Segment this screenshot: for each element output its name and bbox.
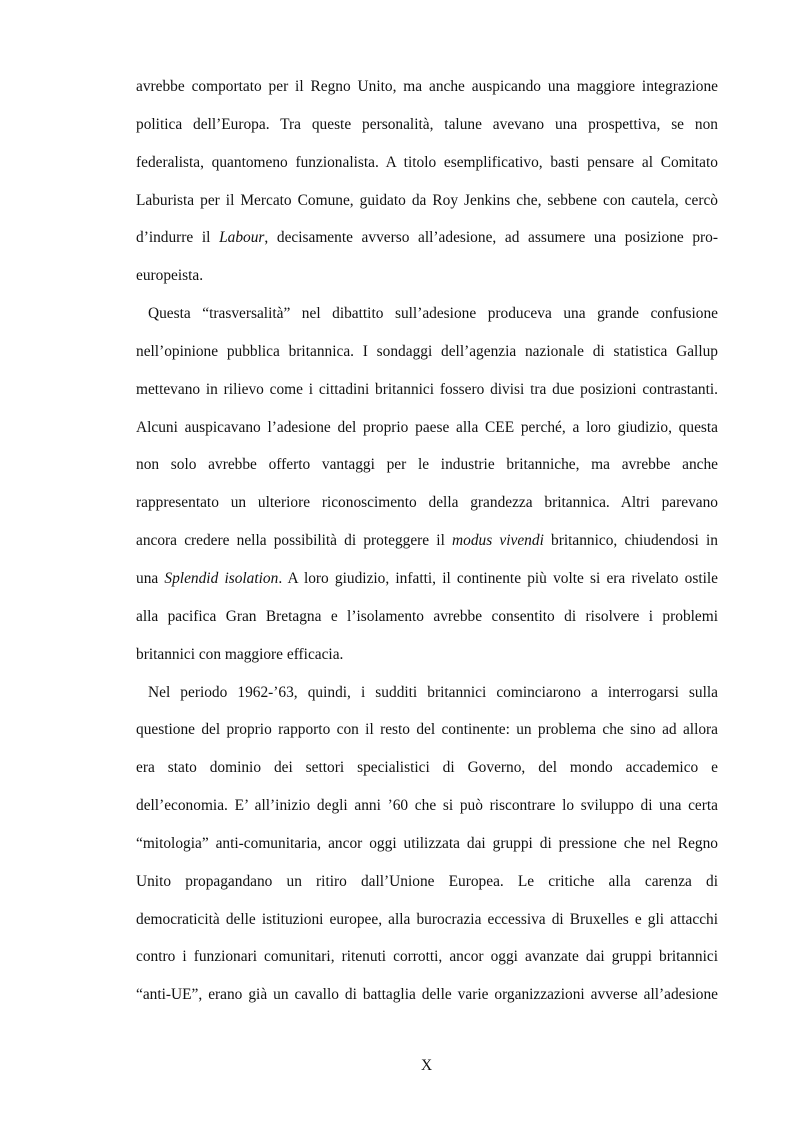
text-line: federalista, quantomeno funzionalista. A titolo esemplificativo, basti pensare al Comitato [136,153,718,171]
text-line: mettevano in rilievo come i cittadini britannici fossero divisi tra due posizioni contrastanti. [136,380,718,398]
text-line: europeista. [136,267,204,285]
text-line: alla pacifica Gran Bretagna e l’isolamento avrebbe consentito di risolvere i problemi [136,607,718,625]
text-line: Unito propagandano un ritiro dall’Unione Europea. Le critiche alla carenza di [136,872,718,890]
text-line: contro i funzionari comunitari, ritenuti corrotti, ancor oggi avanzate dai gruppi britannici [136,948,718,966]
text-line [136,225,718,263]
text-line: Questa “trasversalità” nel dibattito sull’adesione produceva una grande confusione [148,305,718,323]
text-run: d’indurre il [136,229,220,247]
text-line: Laburista per il Mercato Comune, guidato da Roy Jenkins che, sebbene con cautela, cercò [136,191,718,209]
text-line: “anti-UE”, erano già un cavallo di battaglia delle varie organizzazioni avverse all’adesione [136,986,718,1004]
text-run: britannico, chiudendosi in [543,532,718,550]
italic-text: Labour [219,229,265,247]
text-line: avrebbe comportato per il Regno Unito, ma anche auspicando una maggiore integrazione [136,78,718,95]
text-line: dell’economia. E’ all’inizio degli anni ’60 che si può riscontrare lo sviluppo di una certa [136,797,718,815]
text-line [136,528,718,566]
text-line: rappresentato un ulteriore riconoscimento della grandezza britannica. Altri parevano [136,494,718,512]
text-line: questione del proprio rapporto con il resto del continente: un problema che sino ad allora [136,721,718,739]
text-line [136,566,718,604]
page-body [136,74,718,1020]
italic-text: Splendid isolation [164,569,279,587]
text-line: non solo avrebbe offerto vantaggi per le industrie britanniche, ma avrebbe anche [136,456,718,474]
text-run: . A loro giudizio, infatti, il continente più volte si era rivelato ostile [278,569,718,587]
text-line: politica dell’Europa. Tra queste personalità, talune avevano una prospettiva, se non [136,115,718,133]
text-line: “mitologia” anti-comunitaria, ancor oggi utilizzata dai gruppi di pressione che nel Regno [136,834,718,852]
text-run: una [136,569,165,587]
text-run: , decisamente avverso all’adesione, ad assumere una posizione pro- [264,229,718,247]
text-line: britannici con maggiore efficacia. [136,645,344,663]
text-line: era stato dominio dei settori specialistici di Governo, del mondo accademico e [136,759,718,777]
text-line: Nel periodo 1962-’63, quindi, i sudditi britannici cominciarono a interrogarsi sulla [148,683,718,701]
italic-text: modus vivendi [452,532,544,550]
text-line: Alcuni auspicavano l’adesione del proprio paese alla CEE perché, a loro giudizio, questa [136,418,718,436]
text-run: ancora credere nella possibilità di proteggere il [136,532,453,550]
text-line: nell’opinione pubblica britannica. I sondaggi dell’agenzia nazionale di statistica Gallup [136,342,718,360]
text-line: democraticità delle istituzioni europee, alla burocrazia eccessiva di Bruxelles e gli attacchi [136,910,718,928]
page-number: X [420,1057,433,1074]
